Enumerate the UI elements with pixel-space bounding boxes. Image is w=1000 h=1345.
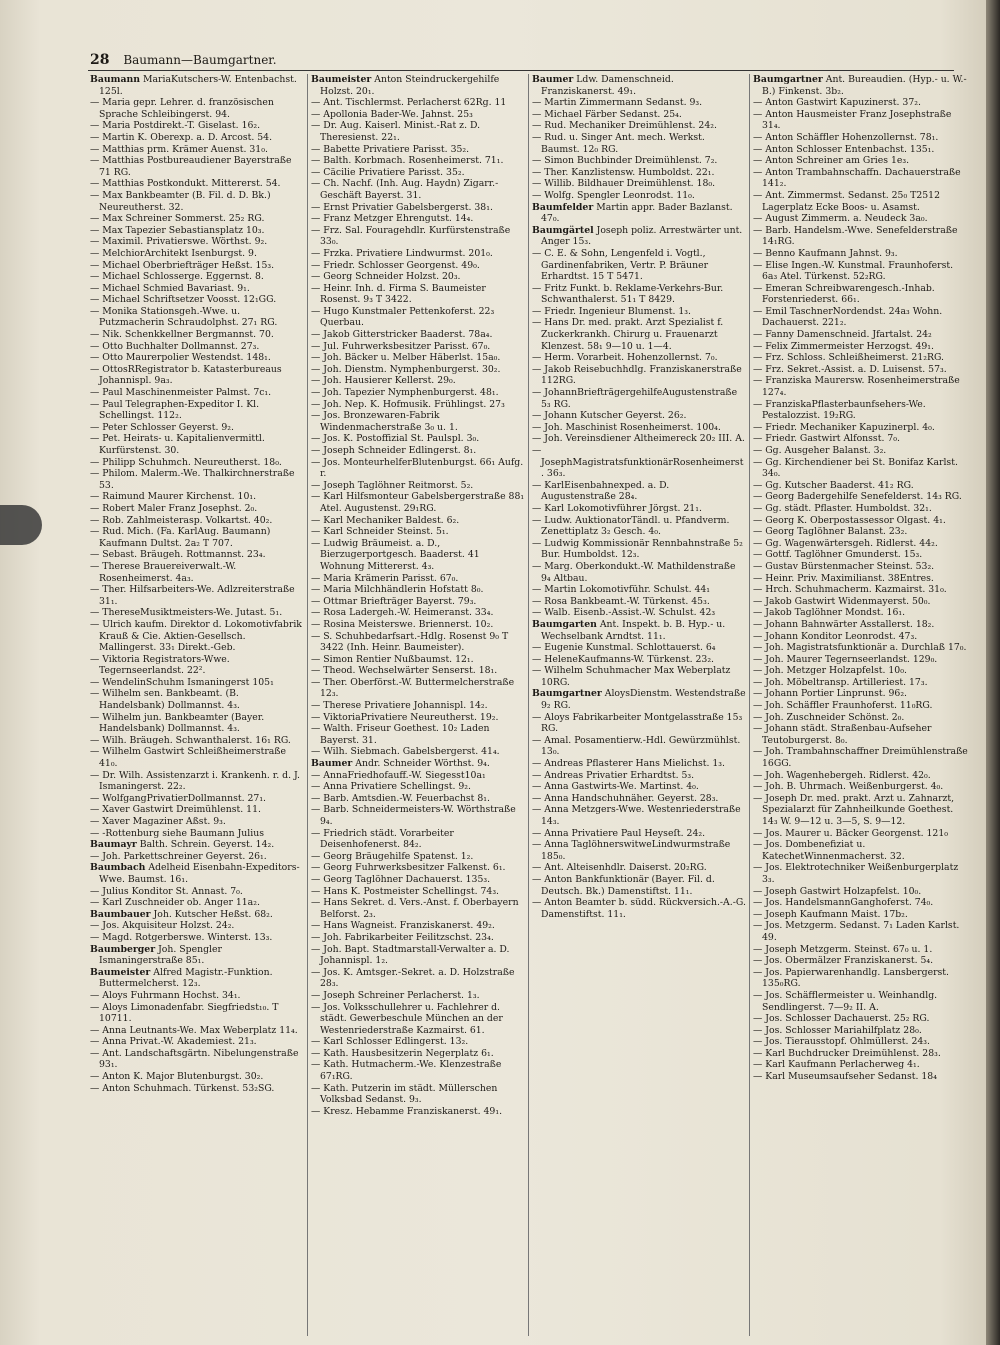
directory-entry: — Karl Kaufmann Perlacherweg 4₁.: [753, 1059, 920, 1071]
surname-heading: Baumbach: [90, 862, 146, 874]
directory-entry: — Joh. Magistratsfunktionär a. Durchlaß 17₀.: [753, 642, 967, 654]
directory-entry: — Aloys Fabrikarbeiter Montgelasstraße 15₃ RG.: [532, 711, 743, 735]
directory-entry: — Hans Sekret. d. Vers.-Anst. f. Oberbayern Belforst. 2₃.: [311, 897, 519, 920]
directory-entry: — Anna TaglöhnerswitweLindwurmstraße 185₀.: [532, 839, 731, 862]
directory-entry: — Wilh. Bräugeh. Schwanthalerst. 16₁ RG.: [90, 734, 291, 746]
directory-entry: — Herm. Vorarbeit. Hohenzollernst. 7₀.: [532, 352, 718, 364]
directory-entry: — Philom. Malerm.-We. Thalkirchnerstraße 53.: [90, 468, 295, 491]
column-divider: [528, 74, 529, 1336]
directory-entry: — AnnaFriedhofauff.-W. Siegesst10a₁: [311, 769, 486, 781]
directory-entry: — Franz Metzger Ehrengutst. 14₄.: [311, 213, 474, 225]
directory-entry: — Walth. Friseur Goethest. 10₂ Laden Bayerst. 31.: [311, 723, 490, 746]
directory-entry: — Max Bankbeamter (B. Fil. d. D. Bk.) Neureutherst. 32.: [90, 189, 271, 213]
directory-entry: — Jos. Schäfflermeister u. Weinhandlg. Sendlingerst. 7—9₂ II. A.: [753, 989, 938, 1013]
directory-entry: Baumgarten Ant. Inspekt. b. B. Hyp.- u. Wechselbank Arndtst. 11₁.: [532, 618, 726, 642]
directory-entry: — Gustav Bürstenmacher Steinst. 53₂.: [753, 560, 935, 572]
directory-entry: — Anton Schäffler Hohenzollernst. 78₁.: [753, 131, 939, 143]
directory-entry: — Jakob Taglöhner Mondst. 16₁.: [753, 607, 906, 619]
directory-entry: — Elise Ingen.-W. Kunstmal. Fraunhoferst. 6a₃ Atel. Türkenst. 52₂RG.: [753, 259, 954, 283]
directory-entry: — Jos. Papierwarenhandlg. Lansbergerst. 135₀RG.: [753, 966, 949, 990]
directory-entry: — Jos. K. Postoffizial St. Paulspl. 3₀.: [311, 433, 480, 445]
directory-entry: — Jul. Fuhrwerksbesitzer Parisst. 67₀.: [311, 340, 491, 352]
directory-entry: Baumer Ldw. Damenschneid. Franziskanerst. 49₁.: [532, 74, 674, 97]
directory-entry: — Therese Brauereiverwalt.-W. Rosenheimerst. 4a₃.: [90, 560, 237, 584]
directory-entry: — Anton Schlosser Entenbachst. 135₁.: [753, 143, 935, 155]
page-edge-shadow: [986, 0, 1000, 1345]
directory-entry: Baumgärtel Joseph poliz. Arrestwärter unt. Anger 15₃.: [532, 224, 743, 248]
directory-entry: — Balth. Korbmach. Rosenheimerst. 71₁.: [311, 155, 504, 167]
column-divider: [307, 74, 308, 1336]
directory-entry: — Andreas Pflasterer Hans Mielichst. 1₃.: [532, 758, 725, 770]
surname-heading: Baumann: [90, 74, 141, 85]
directory-entry: — Paul Telegraphen-Expeditor I. Kl. Schellingst. 112₂.: [90, 398, 260, 422]
directory-entry: — Joh. B. Uhrmach. Weißenburgerst. 4₀.: [753, 781, 944, 793]
directory-entry: — Ludwig Kommissionär Rennbahnstraße 5₂ Bur. Humboldst. 12₃.: [532, 537, 743, 561]
directory-entry: — Maximil. Privatierswe. Wörthst. 9₂.: [90, 236, 268, 248]
directory-entry: — Monika Stationsgeh.-Wwe. u. Putzmacherin Schraudolphst. 27₁ RG.: [90, 305, 278, 329]
directory-entry: — Jos. Dombenefiziat u. KatechetWinnenmacherst. 32.: [753, 839, 905, 862]
directory-entry: Baumann MariaKutschers-W. Entenbachst. 125l.: [90, 74, 297, 97]
directory-entry: — Hugo Kunstmaler Pettenkoferst. 22₃ Querbau.: [311, 305, 495, 329]
directory-entry: — Xaver Magaziner Aßst. 9₃.: [90, 816, 226, 827]
directory-entry: — Georg Schneider Holzst. 20₃.: [311, 271, 461, 283]
directory-entry: — Jos. K. Amtsger.-Sekret. a. D. Holzstraße 28₃.: [311, 966, 515, 990]
surname-heading: Baumgartner: [753, 74, 823, 85]
directory-entry: — Friedr. Ingenieur Blumenst. 1₃.: [532, 305, 691, 317]
directory-entry: — Max Tapezier Sebastiansplatz 10₃.: [90, 224, 265, 236]
directory-entry: — Philipp Schuhmch. Neureutherst. 18₀.: [90, 456, 282, 468]
column-3: [532, 74, 746, 1336]
directory-entry: — Fritz Funkt. b. Reklame-Verkehrs-Bur. Schwanthalerst. 51₁ T 8429.: [532, 282, 724, 306]
directory-entry: — Joh. Nep. K. Hofmusik. Frühlingst. 27₃: [311, 398, 505, 410]
directory-entry: — Joseph Metzgerm. Steinst. 67₀ u. 1.: [753, 943, 933, 955]
directory-entry: — Frzka. Privatiere Lindwurmst. 201₀.: [311, 247, 493, 259]
directory-entry: — Xaver Gastwirt Dreimühlenst. 11.: [90, 804, 261, 816]
directory-entry: — Benno Kaufmann Jahnst. 9₃.: [753, 247, 898, 259]
directory-entry: — Joh. Fabrikarbeiter Feilitzschst. 23₄.: [311, 931, 494, 943]
column-divider: [749, 74, 750, 1336]
directory-entry: — Anton Bankfunktionär (Bayer. Fil. d. Deutsch. Bk.) Damenstiftst. 11₁.: [532, 873, 715, 897]
directory-entry: — Rud. Mechaniker Dreimühlenst. 24₂.: [532, 120, 717, 132]
directory-entry: — Gg. Kirchendiener bei St. Bonifaz Karlst. 34₀.: [753, 456, 958, 480]
directory-entry: — Johann Portier Linprunst. 96₂.: [753, 688, 908, 700]
directory-entry: — Joh. Parkettschreiner Geyerst. 26₁.: [90, 850, 267, 862]
directory-entry: — Joh. Hausierer Kellerst. 29₀.: [311, 375, 456, 387]
directory-entry: — Joh. Metzger Holzapfelst. 10₀.: [753, 665, 907, 677]
directory-entry: — Jos. Maurer u. Bäcker Georgenst. 121₀: [753, 827, 948, 839]
directory-entry: — Rud. u. Singer Ant. mech. Werkst. Baumst. 12₀ RG.: [532, 131, 705, 155]
directory-entry: — Michael Schriftsetzer Voosst. 12₁GG.: [90, 294, 277, 306]
directory-entry: — Dr. Wilh. Assistenzarzt i. Krankenh. r. d. J. Ismaningerst. 22₂.: [90, 769, 300, 793]
directory-entry: Baumfelder Martin appr. Bader Bazlanst. 47₀.: [532, 201, 733, 225]
directory-entry: — Jos. HandelsmannGanghoferst. 74₀.: [753, 897, 934, 909]
directory-entry: — Fanny Damenschneid. Jfartalst. 24₂: [753, 329, 932, 341]
directory-entry: — Aloys Fuhrmann Hochst. 34₁.: [90, 989, 241, 1001]
directory-entry: — Ant. Tischlermst. Perlacherst 62Rg. 11: [311, 97, 507, 109]
directory-entry: Baumer Andr. Schneider Wörthst. 9₄.: [311, 758, 490, 770]
directory-entry: — Cäcilie Privatiere Parisst. 35₂.: [311, 166, 465, 178]
directory-entry: — Gg. Ausgeher Balanst. 3₂.: [753, 445, 887, 456]
surname-heading: Baumeister: [90, 966, 151, 978]
directory-entry: — Rud. Mich. (Fa. KarlAug. Baumann) Kaufmann Dultst. 2a₂ T 707.: [90, 526, 271, 549]
directory-entry: — Joh. Schäffler Fraunhoferst. 11₀RG.: [753, 700, 933, 712]
directory-entry: — Anna Leutnants-We. Max Weberplatz 11₄.: [90, 1024, 298, 1036]
directory-entry: — Anna Metzgers-Wwe. Westenriederstraße 14₃.: [532, 804, 741, 827]
directory-entry: — Barb. Amtsdien.-W. Feuerbachst 8₁.: [311, 792, 490, 804]
directory-entry: — Jakob Gastwirt Widenmayerst. 50₀.: [753, 595, 931, 607]
running-title: Baumann—Baumgartner.: [123, 53, 277, 67]
surname-heading: Baumberger: [90, 943, 156, 955]
directory-entry: — Paul Maschinenmeister Palmst. 7c₁.: [90, 387, 272, 399]
surname-heading: Baumgartner: [532, 688, 602, 700]
directory-entry: — Heinr. Priv. Maximilianst. 38Entres.: [753, 572, 934, 584]
directory-entry: — Joseph Gastwirt Holzapfelst. 10₀.: [753, 885, 922, 897]
directory-entry: — Jos. Tierausstopf. Ohlmüllerst. 24₃.: [753, 1036, 930, 1048]
directory-entry: — August Zimmerm. a. Neudeck 3a₀.: [753, 213, 928, 225]
surname-heading: Baumgärtel: [532, 224, 594, 236]
directory-entry: — Friedr. Mechaniker Kapuzinerpl. 4₀.: [753, 421, 935, 433]
directory-entry: — Jos. Akquisiteur Holzst. 24₂.: [90, 920, 235, 932]
directory-entry: — Anna Privatiere Paul Heyseſt. 24₂.: [532, 827, 706, 839]
directory-entry: — Friedrich städt. Vorarbeiter Deisenhofenerst. 84₂.: [311, 827, 454, 851]
directory-entry: — Joh. Tapezier Nymphenburgerst. 48₁.: [311, 387, 499, 399]
binder-tab: [0, 505, 42, 545]
directory-entry: — Raimund Maurer Kirchenst. 10₁.: [90, 491, 257, 503]
directory-entry: — Otto Buchhalter Dollmannst. 27₃.: [90, 340, 260, 352]
directory-entry: Baumbach Adelheid Eisenbahn-Expeditors-Wwe. Baumst. 16₁.: [90, 862, 300, 885]
directory-entry: — Michael Schmied Bavariast. 9₁.: [90, 282, 250, 294]
directory-entry: — Michael Schlosserge. Eggernst. 8.: [90, 271, 264, 283]
directory-entry: — Gg. städt. Pflaster. Humboldst. 32₁.: [753, 502, 932, 514]
directory-entry: — Magd. Rotgerberswe. Winterst. 13₃.: [90, 931, 273, 943]
directory-entry: — Hrch. Schuhmacherm. Kazmairst. 31₀.: [753, 584, 947, 596]
directory-entry: — HeleneKaufmanns-W. Türkenst. 23₂.: [532, 653, 715, 665]
directory-entry: — Karl Museumsaufseher Sedanst. 18₄: [753, 1071, 937, 1083]
directory-entry: — Kath. Hutmacherm.-We. Klenzestraße 67₁RG.: [311, 1059, 502, 1083]
column-4: [753, 74, 971, 1336]
directory-entry: — Kresz. Hebamme Franziskanerst. 49₁.: [311, 1105, 503, 1117]
directory-entry: Baumgartner AloysDienstm. Westendstraße 9₂ RG.: [532, 688, 746, 712]
directory-entry: — Jakob Gitterstricker Baaderst. 78a₄.: [311, 329, 493, 341]
directory-entry: — Wolfg. Spengler Leonrodst. 11₀.: [532, 189, 695, 201]
directory-entry: — Viktoria Registrators-Wwe. Tegernseerlandst. 22².: [90, 653, 230, 677]
directory-entry: — Joh. Bapt. Stadtmarstall-Verwalter a. D. Johannispl. 1₂.: [311, 943, 510, 967]
directory-entry: — Maria Krämerin Parisst. 67₀.: [311, 572, 459, 584]
directory-entry: — Karl Zuschneider ob. Anger 11a₂.: [90, 897, 260, 909]
directory-entry: — Jos. Obermälzer Franziskanerst. 5₄.: [753, 955, 934, 967]
directory-entry: — Joseph Schreiner Perlacherst. 1₃.: [311, 989, 480, 1001]
surname-heading: Baumeister: [311, 74, 372, 85]
directory-entry: — Pet. Heirats- u. Kapitalienvermittl. Kurfürstenst. 30.: [90, 433, 265, 456]
directory-entry: — Joh. Bäcker u. Melber Häberlst. 15a₀.: [311, 352, 501, 364]
directory-entry: — Max Schreiner Sommerst. 25₂ RG.: [90, 213, 265, 225]
directory-entry: — Barb. Handelsm.-Wwe. Senefelderstraße 14₁RG.: [753, 224, 958, 248]
directory-entry: — Walb. Eisenb.-Assist.-W. Schulst. 42₃: [532, 607, 716, 619]
directory-entry: — Joseph Schneider Edlingerst. 8₁.: [311, 445, 477, 456]
directory-entry: — Ottmar Briefträger Bayerst. 79₃.: [311, 595, 477, 607]
directory-entry: — Joh. Trambahnschaffner Dreimühlenstraße 16GG.: [753, 746, 968, 770]
directory-entry: — Hans K. Postmeister Schellingst. 74₃.: [311, 885, 500, 897]
directory-entry: — Theod. Wechselwärter Senserst. 18₁.: [311, 665, 498, 677]
directory-entry: Baumberger Joh. Spengler Ismaningerstraße 85₁.: [90, 943, 222, 967]
directory-entry: — -Rottenburg siehe Baumann Julius: [90, 827, 265, 839]
directory-entry: — Robert Maler Franz Josephst. 2₀.: [90, 502, 258, 514]
directory-entry: — Joh. Zuschneider Schönst. 2₀.: [753, 711, 905, 723]
directory-entry: — Ther. Hilfsarbeiters-We. Adlzreiterstraße 31₁.: [90, 584, 295, 607]
directory-entry: — Rob. Zahlmeisterasp. Volkartst. 40₂.: [90, 514, 273, 526]
directory-entry: — Anton Gastwirt Kapuzinerst. 37₂.: [753, 97, 921, 109]
directory-entry: — Ch. Nachf. (Inh. Aug. Haydn) Zigarr.-Geschäft Bayerst. 31.: [311, 178, 499, 201]
directory-entry: — Ther. Oberförst.-W. Buttermelcherstraße 12₃.: [311, 676, 515, 700]
directory-entry: — Friedr. Schlosser Georgenst. 49₀.: [311, 259, 480, 271]
directory-entry: — Anna Handschuhnäher. Geyerst. 28₃.: [532, 792, 719, 804]
directory-entry: — Therese Privatiere Johannispl. 14₂.: [311, 700, 488, 712]
directory-entry: — Jos. Bronzewaren-Fabrik Windenmacherstraße 3₀ u. 1.: [311, 410, 458, 433]
directory-entry: — Marg. Oberkondukt.-W. Mathildenstraße 9₄ Altbau.: [532, 560, 736, 584]
directory-entry: — Friedr. Gastwirt Alfonsst. 7₀.: [753, 433, 900, 445]
directory-entry: — Ant. Alteisenhdlr. Daiserst. 20₂RG.: [532, 862, 707, 874]
directory-entry: — Joh. Möbeltransp. Artilleriest. 17₃.: [753, 676, 928, 688]
directory-entry: — Karl Schneider Steinst. 5₁.: [311, 526, 449, 538]
directory-entry: — Johann Bahnwärter Asstallerst. 18₂.: [753, 618, 935, 630]
directory-entry: — Georg Badergehilfe Senefelderst. 14₃ RG.: [753, 491, 962, 503]
directory-entry: — Wilh. Siebmach. Gabelsbergerst. 41₄.: [311, 746, 500, 758]
directory-entry: — Dr. Aug. Kaiserl. Minist.-Rat z. D. Theresienst. 22₁.: [311, 120, 481, 143]
directory-entry: — Matthias Postbureaudiener Bayerstraße 71 RG.: [90, 155, 292, 178]
directory-entry: — Georg Fuhrwerksbesitzer Falkenst. 6₁.: [311, 862, 506, 874]
directory-entry: — Heinr. Inh. d. Firma S. Baumeister Rosenst. 9₃ T 3422.: [311, 282, 486, 306]
directory-entry: — Ther. Kanzlistensw. Humboldst. 22₁.: [532, 166, 715, 178]
directory-entry: — Franziska Maurersw. Rosenheimerstraße 127₄.: [753, 375, 960, 399]
directory-entry: — Matthias prm. Krämer Auenst. 31₀.: [90, 143, 268, 155]
directory-entry: — Jos. Elektrotechniker Weißenburgerplatz 3₃.: [753, 862, 959, 885]
directory-entry: — ThereseMusiktmeisters-We. Jutast. 5₁.: [90, 607, 283, 619]
directory-entry: — Jos. MonteurhelferBlutenburgst. 66₁ Aufg. r.: [311, 456, 524, 480]
directory-entry: — Emil TaschnerNordendst. 24a₃ Wohn. Dachauerst. 221₂.: [753, 305, 943, 329]
directory-entry: — C. E. & Sohn, Lengenfeld i. Vogtl., Gardinenfabriken, Vertr. P. Bräuner Erhardtst. 15 T 5471.: [532, 247, 709, 283]
directory-entry: — WendelinSchuhm Ismaningerst 105₁: [90, 676, 274, 688]
directory-entry: — KarlEisenbahnexped. a. D. Augustenstraße 28₄.: [532, 479, 670, 503]
directory-entry: — Karl Lokomotivführer Jörgst. 21₁.: [532, 502, 702, 514]
directory-entry: — Amal. Posamentierw.-Hdl. Gewürzmühlst. 13₀.: [532, 734, 741, 758]
directory-entry: — Wilhelm Gastwirt Schleißheimerstraße 41₀.: [90, 746, 287, 770]
directory-entry: — Georg Bräugehilfe Spatenst. 1₂.: [311, 850, 474, 862]
directory-entry: — Ulrich kaufm. Direktor d. Lokomotivfabrik Krauß & Cie. Aktien-Gesellsch. Mallingerst. 33₁ Direkt.-Geb.: [90, 618, 302, 654]
directory-entry: — S. Schuhbedarfsart.-Hdlg. Rosenst 9₀ T 3422 (Inh. Heinr. Baumeister).: [311, 630, 509, 654]
directory-entry: — Wilhelm Schuhmacher Max Weberplatz 10RG.: [532, 665, 731, 688]
directory-entry: — Anna Gastwirts-We. Martinst. 4₀.: [532, 781, 699, 793]
directory-entry: — Ant. Zimmermst. Sedanst. 25₀ T2512 Lagerplatz Ecke Boos- u. Asamst.: [753, 189, 940, 213]
page-number: 28: [90, 52, 110, 68]
directory-entry: — Maria Postdirekt.-T. Giselast. 16₂.: [90, 120, 261, 132]
directory-entry: — Ludw. AuktionatorTändl. u. Pfandverm. Zenettiplatz 3₂ Gesch. 4₀.: [532, 514, 730, 538]
directory-entry: — Apollonia Bader-We. Jahnst. 25₃: [311, 108, 473, 120]
directory-entry: — Felix Zimmermeister Herzogst. 49₁.: [753, 340, 934, 352]
directory-entry: — Hans Wagneist. Franziskanerst. 49₂.: [311, 920, 495, 932]
page-header: [90, 52, 950, 68]
directory-entry: Baumeister Anton Steindruckergehilfe Holzst. 20₁.: [311, 74, 500, 97]
directory-entry: — OttosRRegistrator b. Katasterbureaus Johannispl. 9a₃.: [90, 363, 282, 387]
directory-entry: — Michael Oberbriefträger Heßst. 15₃.: [90, 259, 275, 271]
directory-entry: — Gottf. Taglöhner Gmunderst. 15₃.: [753, 549, 923, 561]
directory-entry: — JohannBriefträgergehilfeAugustenstraße 5₃ RG.: [532, 387, 738, 410]
surname-heading: Baumgarten: [532, 618, 597, 630]
surname-heading: Baumfelder: [532, 201, 594, 213]
directory-entry: — Aloys Limonadenfabr. Siegfriedst₁₀. T 10711.: [90, 1001, 279, 1025]
directory-entry: — Martin Lokomotivführ. Schulst. 44₁: [532, 584, 711, 596]
directory-entry: — Joseph Dr. med. prakt. Arzt u. Zahnarzt, Spezialarzt für Zahnheilkunde Goethest. 14₃ W. 9—12 u. 3—5, S. 9—12.: [753, 792, 955, 827]
directory-entry: Baumgartner Ant. Bureaudien. (Hyp.- u. W.-B.) Finkenst. 3b₂.: [753, 74, 967, 97]
directory-entry: — Gg. Kutscher Baaderst. 41₂ RG.: [753, 479, 914, 491]
directory-entry: — Joseph Taglöhner Reitmorst. 5₂.: [311, 479, 474, 491]
column-2: [311, 74, 525, 1336]
directory-entry: — Martin Zimmermann Sedanst. 9₃.: [532, 97, 703, 109]
directory-entry: — Maria Milchhändlerin Hofstatt 8₀.: [311, 584, 484, 596]
directory-entry: — Rosina Meisterswe. Briennerst. 10₂.: [311, 618, 494, 630]
directory-entry: — Emeran Schreibwarengesch.-Inhab. Forstenriederst. 66₁.: [753, 282, 935, 306]
directory-entry: — Anton Beamter b. südd. Rückversich.-A.-G. Damenstiftst. 11₁.: [532, 897, 746, 920]
directory-entry: — Jakob Reisebuchhdlg. Franziskanerstraße 112RG.: [532, 363, 742, 387]
directory-entry: — Johann Kutscher Geyerst. 26₂.: [532, 410, 687, 422]
directory-entry: — Maria gepr. Lehrer. d. französischen Sprache Schleibingerst. 94.: [90, 97, 274, 120]
directory-entry: — MelchiorArchitekt Isenburgst. 9.: [90, 247, 257, 259]
directory-entry: — Sebast. Bräugeh. Rottmannst. 23₄.: [90, 549, 266, 561]
directory-entry: — Frz. Schloss. Schleißheimerst. 21₂RG.: [753, 352, 945, 364]
directory-entry: — Anton Trambahnschaffn. Dachauerstraße 141₂.: [753, 166, 961, 190]
directory-entry: — Wilhelm sen. Bankbeamt. (B. Handelsbank) Dollmannst. 4₃.: [90, 688, 240, 712]
directory-entry: — Anna Privatiere Schellingst. 9₂.: [311, 781, 471, 793]
directory-entry: — Anton Hausmeister Franz Josephstraße 31₄.: [753, 108, 952, 132]
directory-entry: — Johann Konditor Leonrodst. 47₃.: [753, 630, 918, 642]
directory-entry: — Ludwig Bräumeist. a. D., Bierzugerportgesch. Baaderst. 41 Wohnung Mittererst. 4₃.: [311, 537, 480, 572]
directory-entry: — Martin K. Oberexp. a. D. Arcost. 54.: [90, 131, 273, 143]
directory-entry: — Ant. Landschaftsgärtn. Nibelungenstraße 93₁.: [90, 1047, 299, 1071]
directory-entry: — Willib. Bildhauer Dreimühlenst. 18₀.: [532, 178, 716, 190]
directory-entry: — Matthias Postkondukt. Mittererst. 54.: [90, 178, 281, 190]
directory-entry: — Joh. Wagenhebergeh. Ridlerst. 42₀.: [753, 769, 931, 781]
directory-entry: — Anton K. Major Blutenburgst. 30₂.: [90, 1071, 264, 1083]
directory-entry: — Joh. Vereinsdiener Altheimereck 20₂ III. A.: [532, 433, 745, 445]
directory-entry: — Babette Privatiere Parisst. 35₂.: [311, 143, 470, 155]
directory-entry: — ViktoriaPrivatiere Neureutherst. 19₂.: [311, 711, 499, 723]
directory-entry: — FranziskaPflasterbaunfsehers-We. Pestalozzist. 19₂RG.: [753, 398, 926, 422]
directory-entry: — Kath. Putzerin im städt. Müllerschen Volksbad Sedanst. 9₃.: [311, 1082, 498, 1106]
directory-entry: — Rosa Ladergeh.-W. Heimeranst. 33₄.: [311, 607, 494, 619]
directory-entry: — Barb. Schneidermeisters-W. Wörthstraße 9₄.: [311, 804, 516, 827]
directory-entry: Baumbauer Joh. Kutscher Heßst. 68₂.: [90, 908, 273, 920]
directory-entry: — Anton Schuhmach. Türkenst. 53₂SG.: [90, 1082, 275, 1094]
directory-entry: — JosephMagistratsfunktionärRosenheimerst. 36₃.: [532, 445, 744, 480]
directory-entry: — Simon Buchbinder Dreimühlenst. 7₂.: [532, 155, 718, 167]
directory-entry: — Jos. Volksschullehrer u. Fachlehrer d. städt. Gewerbeschule München an der Westenriederstraße Kazmairst. 61.: [311, 1001, 503, 1036]
directory-entry: — WolfgangPrivatierDollmannst. 27₁.: [90, 792, 267, 804]
directory-entry: — Wilhelm jun. Bankbeamter (Bayer. Handelsbank) Dollmannst. 4₃.: [90, 711, 265, 735]
directory-entry: — Jos. Metzgerm. Sedanst. 7₁ Laden Karlst. 49.: [753, 920, 960, 943]
directory-entry: — Anton Schreiner am Gries 1e₃.: [753, 155, 910, 167]
directory-entry: — Eugenie Kunstmal. Schlottauerst. 6₄: [532, 642, 716, 654]
directory-entry: — Karl Buchdrucker Dreimühlenst. 28₃.: [753, 1047, 941, 1059]
directory-entry: Baumeister Alfred Magistr.-Funktion. Buttermelcherst. 12₃.: [90, 966, 273, 990]
column-1: [90, 74, 304, 1336]
directory-entry: — Jos. Schlosser Mariahilfplatz 28₀.: [753, 1024, 922, 1036]
directory-entry: — Ernst Privatier Gabelsbergerst. 38₁.: [311, 201, 493, 213]
surname-heading: Baumbauer: [90, 908, 151, 920]
directory-entry: — Karl Hilfsmonteur Gabelsbergerstraße 88₁ Atel. Augustenst. 29₁RG.: [311, 491, 525, 514]
directory-entry: — Hans Dr. med. prakt. Arzt Spezialist f. Zuckerkrankh. Chirurg u. Frauenarzt Klenzest. 58₁ 9—10 u. 1—4.: [532, 317, 724, 352]
directory-entry: — Karl Schlosser Edlingerst. 13₂.: [311, 1036, 469, 1048]
directory-entry: — Nik. Schenkkellner Bergmannst. 70.: [90, 329, 274, 341]
directory-entry: — Anna Privat.-W. Akademiest. 21₃.: [90, 1036, 257, 1048]
directory-entry: — Kath. Hausbesitzerin Negerplatz 6₁.: [311, 1047, 494, 1059]
header-rule: [88, 70, 954, 71]
directory-entry: — Andreas Privatier Erhardtst. 5₃.: [532, 769, 695, 781]
directory-entry: — Joh. Maschinist Rosenheimerst. 100₄.: [532, 421, 721, 433]
directory-columns: [86, 74, 974, 1336]
directory-entry: — Frz. Sekret.-Assist. a. D. Luisenst. 57₃.: [753, 363, 947, 375]
surname-heading: Baumer: [532, 74, 574, 85]
directory-entry: — Rosa Bankbeamt.-W. Türkenst. 45₃.: [532, 595, 710, 607]
directory-entry: — Joseph Kaufmann Maist. 17b₂.: [753, 908, 908, 920]
directory-entry: — Michael Färber Sedanst. 25₄.: [532, 108, 682, 120]
directory-entry: — Joh. Maurer Tegernseerlandst. 129₀.: [753, 653, 938, 665]
directory-entry: — Gg. Wagenwärtersgeh. Ridlerst. 44₂.: [753, 537, 938, 549]
directory-entry: — Joh. Dienstm. Nymphenburgerst. 30₂.: [311, 363, 501, 375]
directory-entry: Baumayr Balth. Schrein. Geyerst. 14₂.: [90, 839, 275, 851]
directory-entry: — Frz. Sal. Fouragehdlr. Kurfürstenstraße 33₀.: [311, 224, 511, 248]
directory-entry: — Simon Rentier Nußbaumst. 12₁.: [311, 653, 474, 665]
directory-entry: — Karl Mechaniker Baldest. 6₂.: [311, 514, 460, 526]
directory-entry: — Peter Schlosser Geyerst. 9₂.: [90, 421, 234, 433]
directory-entry: — Georg K. Oberpostassessor Olgast. 4₁.: [753, 514, 946, 526]
directory-entry: — Otto Maurerpolier Westendst. 148₁.: [90, 352, 271, 364]
surname-heading: Baumayr: [90, 839, 137, 851]
surname-heading: Baumer: [311, 758, 353, 770]
directory-entry: — Jos. Schlosser Dachauerst. 25₂ RG.: [753, 1013, 930, 1025]
directory-entry: — Georg Taglöhner Balanst. 23₂.: [753, 526, 908, 538]
directory-entry: — Julius Konditor St. Annast. 7₀.: [90, 885, 243, 897]
directory-entry: — Johann städt. Straßenbau-Aufseher Teutoburgerst. 8₀.: [753, 723, 932, 746]
directory-entry: — Georg Taglöhner Dachauerst. 135₃.: [311, 873, 491, 885]
